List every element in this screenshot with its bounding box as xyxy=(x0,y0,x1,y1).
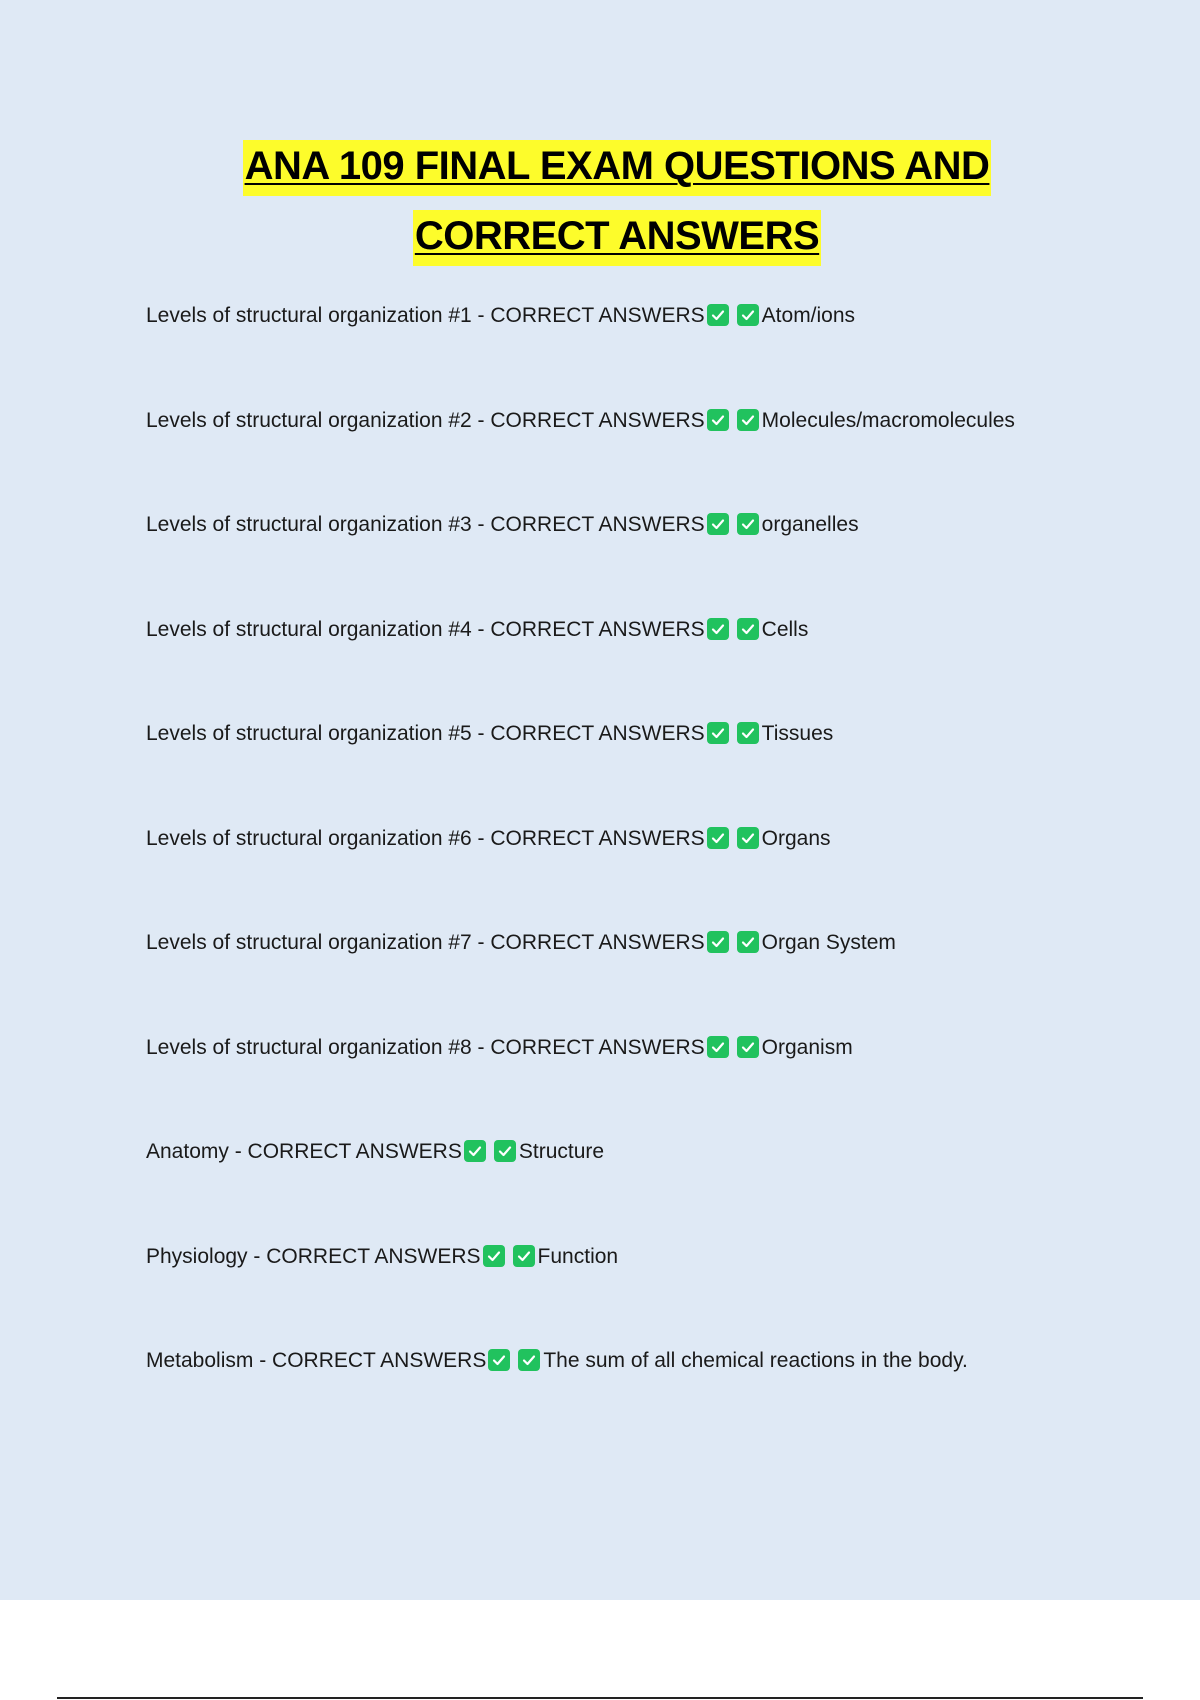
correct-answers-label: CORRECT ANSWERS xyxy=(490,722,705,745)
qa-item xyxy=(146,716,1146,821)
check-icon xyxy=(737,513,759,535)
correct-answers-label: CORRECT ANSWERS xyxy=(490,1035,705,1059)
separator-text: - xyxy=(471,617,491,641)
correct-answers-label: CORRECT ANSWERS xyxy=(490,826,705,850)
question-text: Levels of structural organization #5 xyxy=(146,722,472,745)
separator-text: - xyxy=(471,722,491,745)
check-icon xyxy=(707,931,729,953)
answer-text: Structure xyxy=(518,1140,605,1163)
check-icon xyxy=(494,1140,516,1162)
check-icon xyxy=(488,1349,510,1371)
separator-text: - xyxy=(471,931,491,954)
separator-text: - xyxy=(471,1035,491,1059)
footer-divider xyxy=(57,1697,1143,1699)
qa-item xyxy=(146,507,1146,612)
qa-item xyxy=(146,1343,1146,1448)
qa-item xyxy=(146,1030,1146,1135)
correct-answers-label: CORRECT ANSWERS xyxy=(266,1244,481,1268)
answer-text: Tissues xyxy=(761,722,834,745)
answer-text: Cells xyxy=(761,617,809,641)
correct-answers-label: CORRECT ANSWERS xyxy=(247,1140,462,1163)
check-icon xyxy=(707,618,729,640)
title-line-2: CORRECT ANSWERS xyxy=(413,210,821,266)
separator-text: - xyxy=(247,1244,267,1268)
question-text: Metabolism xyxy=(146,1349,254,1372)
check-icon xyxy=(464,1140,486,1162)
question-text: Levels of structural organization #3 xyxy=(146,513,472,536)
qa-list xyxy=(146,298,1146,1448)
check-icon xyxy=(707,409,729,431)
separator-text: - xyxy=(471,826,491,850)
separator-text: - xyxy=(471,513,491,536)
check-icon xyxy=(737,722,759,744)
question-text: Levels of structural organization #8 xyxy=(146,1035,472,1059)
check-icon xyxy=(518,1349,540,1371)
answer-text: Function xyxy=(537,1244,619,1268)
answer-text: Organism xyxy=(761,1035,853,1059)
qa-item xyxy=(146,403,1146,508)
separator-text: - xyxy=(253,1349,273,1372)
question-text: Physiology xyxy=(146,1244,248,1268)
separator-text: - xyxy=(228,1140,248,1163)
qa-item xyxy=(146,1134,1146,1239)
correct-answers-label: CORRECT ANSWERS xyxy=(272,1349,487,1372)
qa-item xyxy=(146,821,1146,926)
answer-text: organelles xyxy=(761,513,859,536)
check-icon xyxy=(737,931,759,953)
separator-text: - xyxy=(471,304,491,327)
title-line-1: ANA 109 FINAL EXAM QUESTIONS AND xyxy=(243,140,992,196)
question-text: Levels of structural organization #7 xyxy=(146,931,472,954)
document-title xyxy=(0,140,1200,266)
correct-answers-label: CORRECT ANSWERS xyxy=(490,617,705,641)
qa-item xyxy=(146,925,1146,1030)
check-icon xyxy=(513,1245,535,1267)
question-text: Levels of structural organization #6 xyxy=(146,826,472,850)
correct-answers-label: CORRECT ANSWERS xyxy=(490,304,705,327)
correct-answers-label: CORRECT ANSWERS xyxy=(490,513,705,536)
answer-text: Atom/ions xyxy=(761,304,856,327)
qa-item xyxy=(146,612,1146,717)
qa-item xyxy=(146,1239,1146,1344)
correct-answers-label: CORRECT ANSWERS xyxy=(490,931,705,954)
check-icon xyxy=(737,304,759,326)
check-icon xyxy=(707,304,729,326)
check-icon xyxy=(737,1036,759,1058)
qa-item xyxy=(146,298,1146,403)
question-text: Levels of structural organization #2 xyxy=(146,408,472,432)
check-icon xyxy=(707,827,729,849)
answer-text: Organ System xyxy=(761,931,896,954)
check-icon xyxy=(737,409,759,431)
answer-text: Molecules/macromolecules xyxy=(761,408,1015,432)
check-icon xyxy=(707,1036,729,1058)
answer-text: Organs xyxy=(761,826,831,850)
separator-text: - xyxy=(471,408,491,432)
check-icon xyxy=(737,618,759,640)
answer-text: The sum of all chemical reactions in the body. xyxy=(543,1349,968,1372)
question-text: Anatomy xyxy=(146,1140,229,1163)
question-text: Levels of structural organization #1 xyxy=(146,304,472,327)
question-text: Levels of structural organization #4 xyxy=(146,617,472,641)
correct-answers-label: CORRECT ANSWERS xyxy=(490,408,705,432)
check-icon xyxy=(483,1245,505,1267)
check-icon xyxy=(707,722,729,744)
check-icon xyxy=(737,827,759,849)
check-icon xyxy=(707,513,729,535)
